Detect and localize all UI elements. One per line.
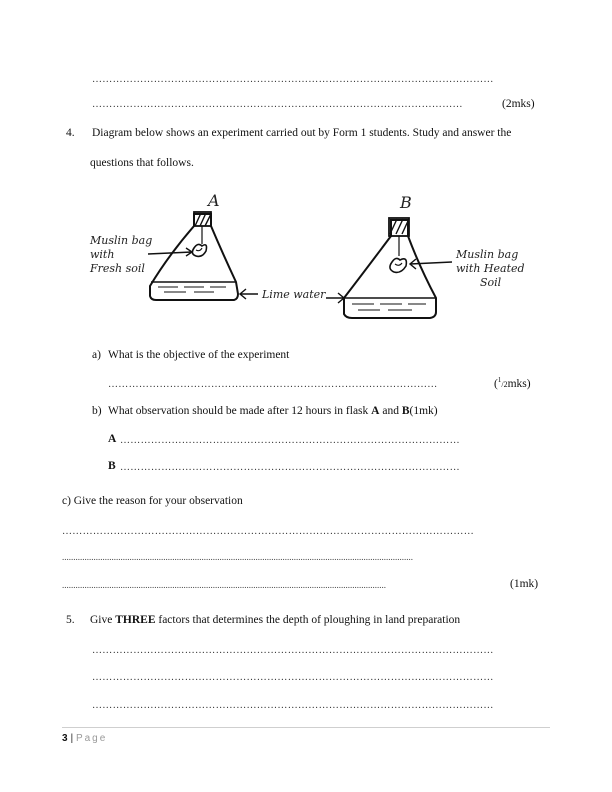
answer-line[interactable]: ……………………………………………………………………………………………………… bbox=[92, 672, 494, 683]
answer-line[interactable]: ……………………………………………………………………………………… bbox=[120, 435, 460, 446]
answer-line[interactable]: ……………………………………………………………………………………………………… bbox=[92, 645, 494, 656]
question-text-post: factors that determines the depth of ploughing in land preparation bbox=[155, 614, 461, 626]
flask-a bbox=[150, 212, 238, 300]
page-separator: | bbox=[70, 733, 74, 744]
question-text: Diagram below shows an experiment carried out by Form 1 students. Study and answer the bbox=[92, 127, 512, 139]
note-a-line1: Muslin bag bbox=[90, 234, 153, 247]
question-emphasis: THREE bbox=[115, 614, 156, 626]
marks-open: ( bbox=[494, 377, 498, 390]
answer-line[interactable]: ………………………………………………………………………………………………………… bbox=[62, 526, 474, 537]
footer-divider bbox=[62, 727, 550, 728]
note-a-line2: with bbox=[90, 248, 115, 261]
subquestion-text bbox=[108, 405, 438, 417]
page-number: 3 bbox=[62, 733, 68, 744]
page-label: Page bbox=[75, 733, 108, 744]
answer-line[interactable]: ................................................................................................................................................ bbox=[62, 580, 386, 590]
note-b-line2: with Heated bbox=[456, 262, 525, 275]
answer-a-label: A bbox=[108, 433, 117, 445]
answer-line[interactable]: ……………………………………………………………………………………………………… bbox=[92, 74, 494, 85]
flask-b bbox=[344, 218, 436, 318]
and-text: and bbox=[379, 405, 402, 417]
arrow-heated-soil bbox=[410, 259, 452, 269]
answer-line[interactable]: ……………………………………………………………………………………… bbox=[120, 462, 460, 473]
marks-label: (2mks) bbox=[502, 98, 535, 110]
question-text bbox=[90, 614, 460, 626]
note-a-line3: Fresh soil bbox=[90, 262, 145, 275]
question-text-pre: Give bbox=[90, 614, 116, 626]
marks-sup: 1 bbox=[497, 376, 502, 384]
subquestion-label: b) bbox=[92, 405, 102, 417]
note-b-line1: Muslin bag bbox=[456, 248, 519, 261]
marks-sub: /2 bbox=[501, 379, 508, 389]
flask-a-label: A bbox=[208, 191, 220, 210]
question-number: 4. bbox=[66, 127, 75, 139]
flask-b-label: B bbox=[400, 193, 412, 212]
answer-line[interactable]: …………………………………………………………………………………… bbox=[108, 379, 438, 390]
note-lime-water: Lime water bbox=[262, 288, 326, 301]
arrow-lime-water bbox=[240, 289, 258, 299]
question-text: questions that follows. bbox=[90, 157, 194, 169]
question-number: 5. bbox=[66, 614, 75, 626]
marks-label: (1mk) bbox=[409, 405, 438, 417]
marks-label: (1mk) bbox=[510, 578, 539, 590]
page-footer bbox=[62, 733, 107, 744]
answer-line[interactable]: ……………………………………………………………………………………………… bbox=[92, 99, 463, 110]
answer-line[interactable]: ............................................................................................................................................................ bbox=[62, 552, 413, 562]
marks-label bbox=[494, 376, 531, 390]
subquestion-text-pre: What observation should be made after 12 hours in flask bbox=[108, 405, 372, 417]
answer-line[interactable]: ……………………………………………………………………………………………………… bbox=[92, 700, 494, 711]
flask-b-ref: B bbox=[401, 405, 410, 417]
subquestion-text: What is the objective of the experiment bbox=[108, 349, 290, 361]
arrow-lime-water-b bbox=[326, 293, 344, 303]
flask-a-ref: A bbox=[371, 405, 380, 417]
subquestion-text: c) Give the reason for your observation bbox=[62, 495, 243, 507]
marks-close: mks) bbox=[507, 377, 531, 390]
subquestion-label: a) bbox=[92, 349, 101, 361]
answer-b-label: B bbox=[108, 460, 116, 472]
note-b-line3: Soil bbox=[480, 276, 502, 289]
experiment-diagram bbox=[86, 186, 542, 330]
